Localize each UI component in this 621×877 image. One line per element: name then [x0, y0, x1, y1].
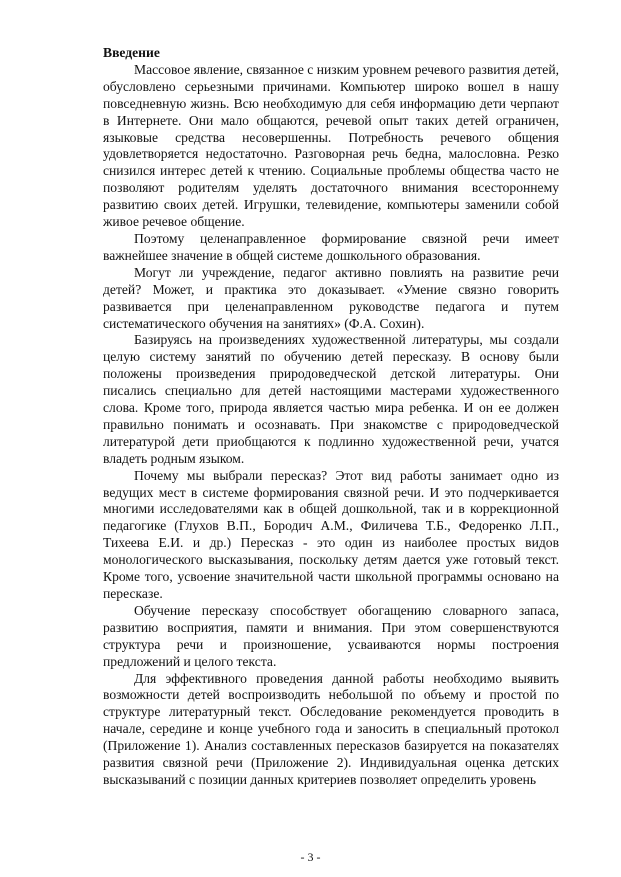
- paragraph-6: Обучение пересказу способствует обогащению словарного запаса, развитию восприятия, памяти и внимания. При этом совершенствуются структура речи и произношение, усваиваются нормы построения предложений и целого текста.: [103, 602, 559, 669]
- paragraph-3: Могут ли учреждение, педагог активно повлиять на развитие речи детей? Может, и практика это доказывает. «Умение связно говорить развивается при целенаправленном руководстве педагога и путем систематического обучения на занятиях» (Ф.А. Сохин).: [103, 264, 559, 331]
- page-number: - 3 -: [300, 850, 321, 864]
- section-heading: Введение: [103, 45, 160, 60]
- paragraph-1: Массовое явление, связанное с низким уровнем речевого развития детей, обусловлено серьезными причинами. Компьютер широко вошел в нашу повседневную жизнь. Всю необходимую для себя информацию дети черпают в Интернете. Они мало общаются, речевой опыт таких детей ограничен, языковые средства несовершенны. Потребность речевого общения удовлетворяется недостаточно. Разговорная речь бедна, малословна. Резко снизился интерес детей к чтению. Социальные проблемы общества часто не позволяют родителям уделять достаточного внимания всестороннему развитию своих детей. Игрушки, телевидение, компьютеры заменили собой живое речевое общение.: [103, 61, 559, 230]
- paragraph-7: Для эффективного проведения данной работы необходимо выявить возможности детей воспроизводить небольшой по объему и простой по структуре литературный текст. Обследование рекомендуется проводить в начале, середине и конце учебного года и заносить в специальный протокол (Приложение 1). Анализ составленных пересказов базируется на показателях развития связной речи (Приложение 2). Индивидуальная оценка детских высказываний с позиции данных критериев позволяет определить уровень: [103, 670, 559, 787]
- document-body: [103, 45, 559, 789]
- paragraph-4: Базируясь на произведениях художественной литературы, мы создали целую систему занятий по обучению детей пересказу. В основу были положены произведения природоведческой детской литературы. Они писались специально для детей настоящими мастерами художественного слова. Кроме того, природа является частью мира ребенка. И он ее должен правильно понимать и осознавать. При знакомстве с природоведческой литературой дети приобщаются к подлинно художественной речи, учатся владеть родным языком.: [103, 332, 559, 466]
- paragraph-2: Поэтому целенаправленное формирование связной речи имеет важнейшее значение в общей системе дошкольного образования.: [103, 230, 559, 263]
- paragraph-5: Почему мы выбрали пересказ? Этот вид работы занимает одно из ведущих мест в системе формирования связной речи. И это подчеркивается многими исследователями как в общей дошкольной, так и в коррекционной педагогике (Глухов В.П., Бородич А.М., Филичева Т.Б., Федоренко Л.П., Тихеева Е.И. и др.) Пересказ - это один из наиболее простых видов монологического высказывания, поскольку детям дается уже готовый текст. Кроме того, усвоение значительной части школьной программы основано на пересказе.: [103, 467, 559, 601]
